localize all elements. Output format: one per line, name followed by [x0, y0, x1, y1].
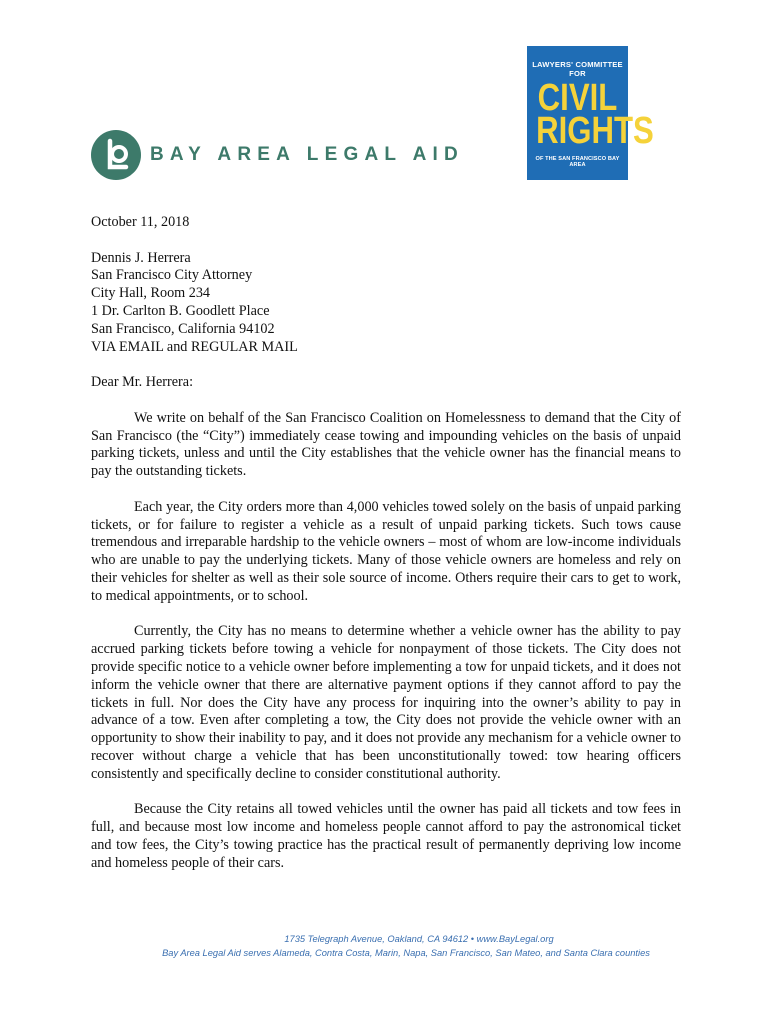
bala-name: BAY AREA LEGAL AID — [150, 144, 464, 165]
address-line: Dennis J. Herrera — [91, 249, 191, 266]
letter-body — [91, 214, 681, 890]
address-line: City Hall, Room 234 — [91, 285, 211, 302]
recipient-address — [91, 250, 681, 357]
address-line: 1 Dr. Carlton B. Goodlett Place — [91, 302, 270, 319]
address-line: San Francisco City Attorney — [91, 267, 253, 284]
bala-emblem-icon — [90, 129, 142, 181]
bay-area-legal-aid-logo — [90, 128, 464, 182]
body-paragraph: Because the City retains all towed vehicles until the owner has paid all tickets and tow fees in full, and because most low income and homeless people cannot afford to pay the astronomical ticket and tow fees, the City’s towing practice has the practical result of permanently depriving low income and homeless people of their cars. — [91, 801, 681, 871]
lccr-rights-text: RIGHTS — [536, 110, 654, 152]
lccr-top-text: LAWYERS' COMMITTEE FOR — [532, 60, 623, 78]
footer-service-area: Bay Area Legal Aid serves Alameda, Contra Costa, Marin, Napa, San Francisco, San Mateo, and Santa Clara counties — [162, 948, 650, 958]
lawyers-committee-civil-rights-logo — [527, 46, 654, 180]
address-line: San Francisco, California 94102 — [91, 320, 275, 337]
lccr-bottom-text: OF THE SAN FRANCISCO BAY AREA — [535, 156, 620, 168]
letter-date: October 11, 2018 — [91, 214, 190, 230]
footer-address: 1735 Telegraph Avenue, Oakland, CA 94612 • www.BayLegal.org — [284, 934, 554, 944]
lccr-civil-text: CIVIL — [537, 77, 618, 119]
salutation: Dear Mr. Herrera: — [91, 374, 194, 391]
body-paragraph: Each year, the City orders more than 4,000 vehicles towed solely on the basis of unpaid parking tickets, or for failure to register a vehicle as a result of unpaid parking tickets. Such tows cause tremendous and irreparable hardship to the vehicle owners – most of whom are low-income individuals who are unable to pay the underlying tickets. Many of those vehicle owners are homeless and rely on their vehicles for shelter as well as their sole source of income. Others require their cars to get to work, to medical appointments, or to school. — [91, 498, 681, 604]
address-line: VIA EMAIL and REGULAR MAIL — [91, 338, 298, 355]
body-paragraph: Currently, the City has no means to determine whether a vehicle owner has the ability to pay accrued parking tickets before towing a vehicle for nonpayment of those tickets. The City does not provide specific notice to a vehicle owner before implementing a tow for unpaid tickets, and it does not inform the vehicle owner that there are alternative payment options if they cannot afford to pay the tickets in full. Nor does the City have any process for inquiring into the owner’s ability to pay in advance of a tow. Even after completing a tow, the City does not provide the vehicle owner with an opportunity to show their inability to pay, and it does not provide any mechanism for a vehicle owner to recover without charge a vehicle that has been unconstitutionally towed: tow hearing officers consistently and specifically decline to consider constitutional authority. — [91, 623, 681, 782]
body-paragraph: We write on behalf of the San Francisco Coalition on Homelessness to demand that the City of San Francisco (the “City”) immediately cease towing and impounding vehicles on the basis of unpaid parking tickets, unless and until the City establishes that the vehicle owner has the financial means to pay the outstanding tickets. — [91, 409, 681, 480]
letter-footer — [0, 932, 768, 960]
